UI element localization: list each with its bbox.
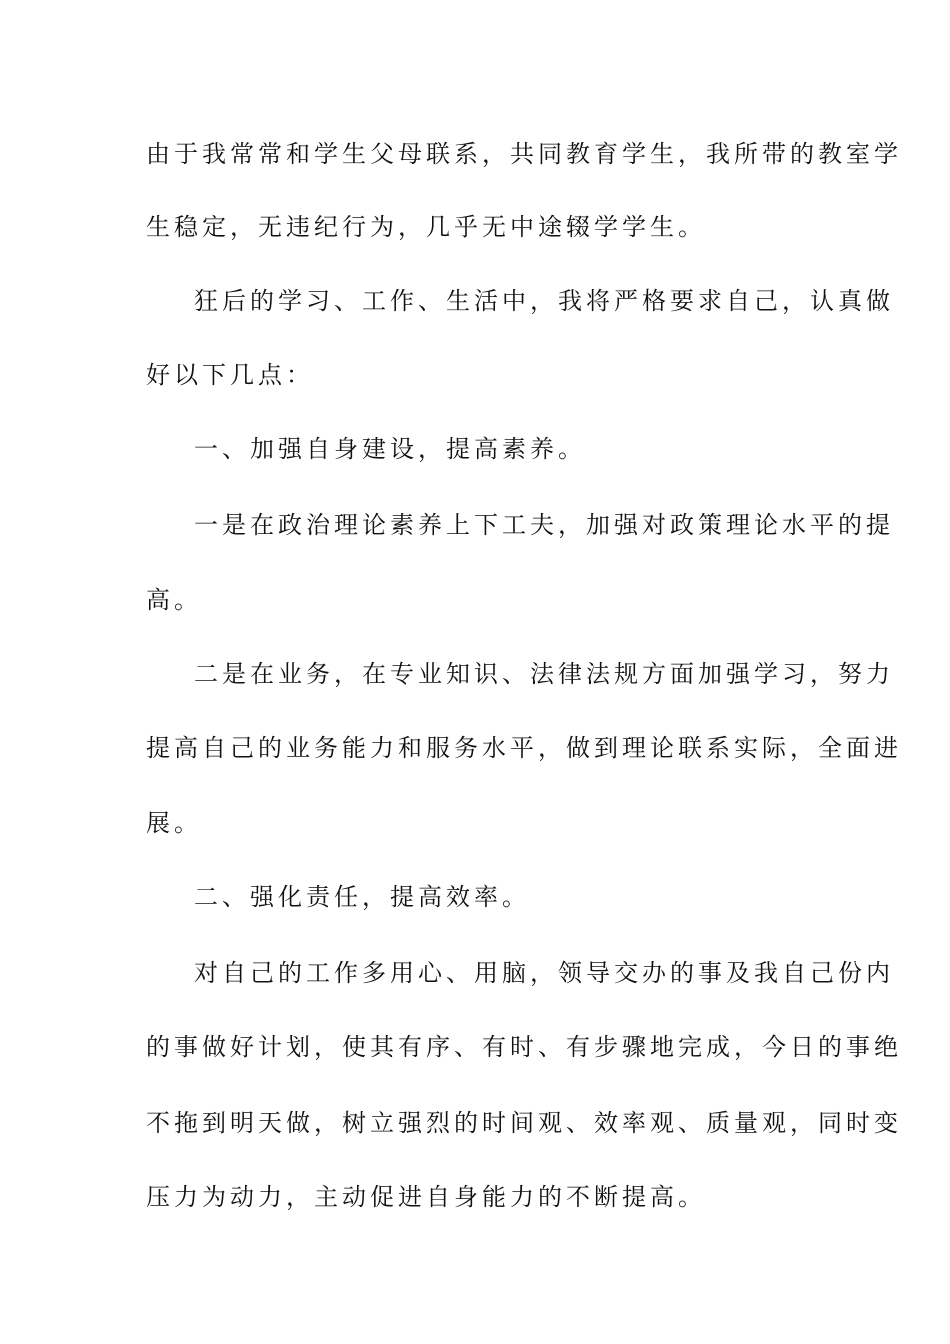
paragraph-start-line: 二是在业务，在专业知识、法律法规方面加强学习，努力 [194,660,894,688]
text-line: 高。 [146,586,202,614]
text-line: 生稳定，无违纪行为，几乎无中途辍学学生。 [146,213,706,241]
text-line: 提高自己的业务能力和服务水平，做到理论联系实际，全面进 [146,734,902,762]
paragraph-start-line: 狂后的学习、工作、生活中，我将严格要求自己，认真做 [194,287,894,315]
text-line: 好以下几点： [146,361,314,389]
section-heading-2: 二、强化责任，提高效率。 [194,883,530,911]
text-line: 压力为动力，主动促进自身能力的不断提高。 [146,1183,706,1211]
text-line: 由于我常常和学生父母联系，共同教育学生，我所带的教室学 [146,140,902,168]
paragraph-start-line: 一是在政治理论素养上下工夫，加强对政策理论水平的提 [194,511,894,539]
paragraph-start-line: 对自己的工作多用心、用脑，领导交办的事及我自己份内 [194,959,894,987]
text-line: 不拖到明天做，树立强烈的时间观、效率观、质量观，同时变 [146,1109,902,1137]
text-line: 的事做好计划，使其有序、有时、有步骤地完成，今日的事绝 [146,1033,902,1061]
text-line: 展。 [146,809,202,837]
section-heading-1: 一、加强自身建设，提高素养。 [194,435,586,463]
